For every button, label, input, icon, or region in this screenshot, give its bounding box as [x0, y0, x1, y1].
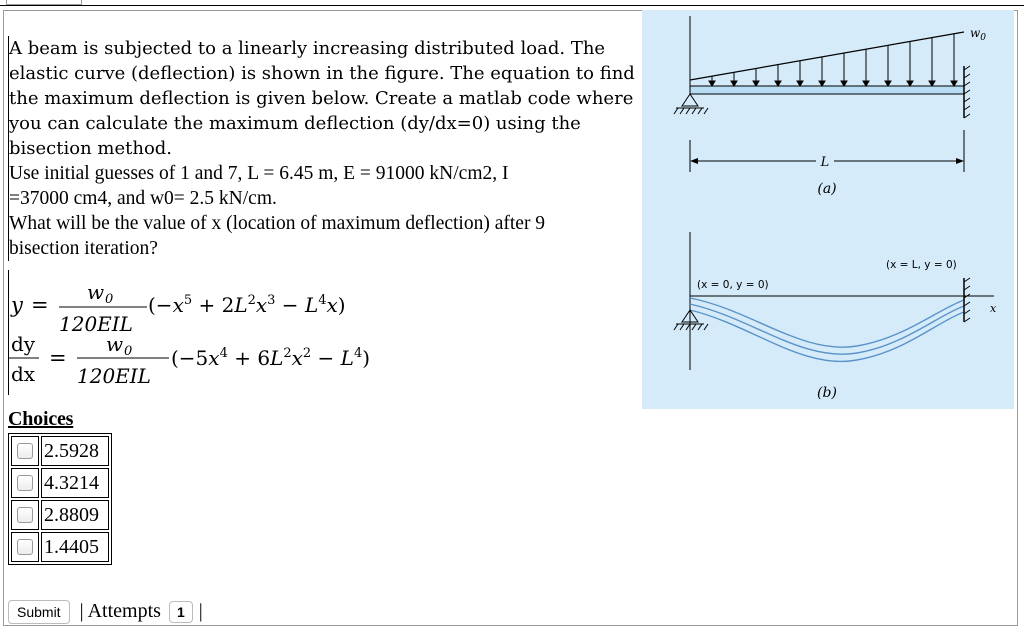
- wall-hatch-b: [964, 278, 970, 322]
- y-denominator: 120EIL: [59, 312, 133, 336]
- attempts-label: Attempts: [87, 600, 161, 622]
- dy-polynomial: $(-5x^4 + 6L^2x^2 - L^4)$: [171, 346, 371, 370]
- choice-checkbox-cell: [11, 500, 39, 530]
- top-tab: [6, 0, 82, 5]
- y-numerator-sub: 0: [105, 292, 114, 307]
- caption-b: (b): [817, 385, 837, 401]
- question-line: Use initial guesses of 1 and 7, L = 6.45 m, E = 91000 kN/cm2, I: [9, 163, 509, 184]
- deflected-curve-top: [690, 298, 964, 347]
- question-line: =37000 cm4, and w0= 2.5 kN/cm.: [9, 188, 277, 209]
- ground-hatch-a: [674, 108, 708, 114]
- equations: [8, 270, 449, 395]
- choice-value: 4.3214: [41, 468, 109, 498]
- load-label: $w_0$: [970, 26, 987, 43]
- beam-a: [690, 86, 964, 94]
- choice-checkbox[interactable]: [17, 507, 33, 523]
- choice-checkbox-cell: [11, 436, 39, 466]
- span-label: L: [820, 155, 830, 170]
- x-axis-label: x: [990, 302, 997, 315]
- wall-hatch-a: [964, 66, 970, 118]
- ground-hatch-b: [674, 324, 708, 330]
- question-line: What will be the value of x (location of maximum deflection) after 9: [9, 213, 546, 234]
- choice-row: [11, 532, 109, 562]
- separator: |: [198, 600, 203, 622]
- choice-value: 2.5928: [41, 436, 109, 466]
- choice-checkbox[interactable]: [17, 475, 33, 491]
- choice-checkbox[interactable]: [17, 539, 33, 555]
- pin-support-a: [682, 94, 698, 106]
- question-line: A beam is subjected to a linearly increasing distributed load. The: [9, 38, 606, 59]
- question-line: the maximum deflection is given below. Create a matlab code where: [9, 88, 634, 109]
- dy-rhs-numerator: w: [106, 332, 124, 356]
- right-boundary-label: (x = L, y = 0): [886, 259, 957, 271]
- choice-value: 1.4405: [41, 532, 109, 562]
- load-arrows: [709, 34, 957, 86]
- separator: |: [79, 600, 84, 622]
- question-line: you can calculate the maximum deflection (dy/dx=0) using the: [9, 113, 581, 134]
- submit-bar: [8, 598, 203, 625]
- question-line: bisection iteration?: [9, 238, 158, 259]
- choice-row: [11, 436, 109, 466]
- equations-svg: [9, 270, 449, 395]
- choice-value: 2.8809: [41, 500, 109, 530]
- beam-figure: [642, 10, 1014, 409]
- choice-checkbox[interactable]: [17, 443, 33, 459]
- y-lhs: y: [11, 293, 23, 317]
- y-numerator: w: [87, 280, 105, 304]
- choice-row: [11, 500, 109, 530]
- beam-figure-svg: [642, 10, 1014, 409]
- dx-denominator: dx: [11, 362, 36, 386]
- left-boundary-label: (x = 0, y = 0): [697, 279, 769, 291]
- choices-title: Choices: [8, 408, 74, 430]
- choices-table: [8, 433, 112, 565]
- choice-row: [11, 468, 109, 498]
- question-line: elastic curve (deflection) is shown in the figure. The equation to find: [9, 63, 635, 84]
- equals-sign-2: =: [49, 346, 67, 370]
- dim-arrow-right: [956, 158, 964, 164]
- choice-checkbox-cell: [11, 468, 39, 498]
- top-rule: [0, 5, 1024, 6]
- choice-checkbox-cell: [11, 532, 39, 562]
- dy-rhs-denominator: 120EIL: [77, 364, 151, 388]
- caption-a: (a): [817, 181, 837, 197]
- equals-sign: =: [31, 293, 49, 317]
- y-polynomial: $(-x^5 + 2L^2x^3 - L^4x)$: [148, 293, 346, 317]
- question-text: [8, 36, 634, 261]
- load-line: [690, 32, 964, 80]
- submit-button[interactable]: Submit: [8, 600, 70, 624]
- dy-rhs-numerator-sub: 0: [124, 344, 133, 359]
- dim-arrow-left: [690, 158, 698, 164]
- attempts-count: 1: [169, 601, 193, 623]
- question-line: bisection method.: [9, 138, 173, 159]
- dy-numerator: dy: [11, 332, 36, 356]
